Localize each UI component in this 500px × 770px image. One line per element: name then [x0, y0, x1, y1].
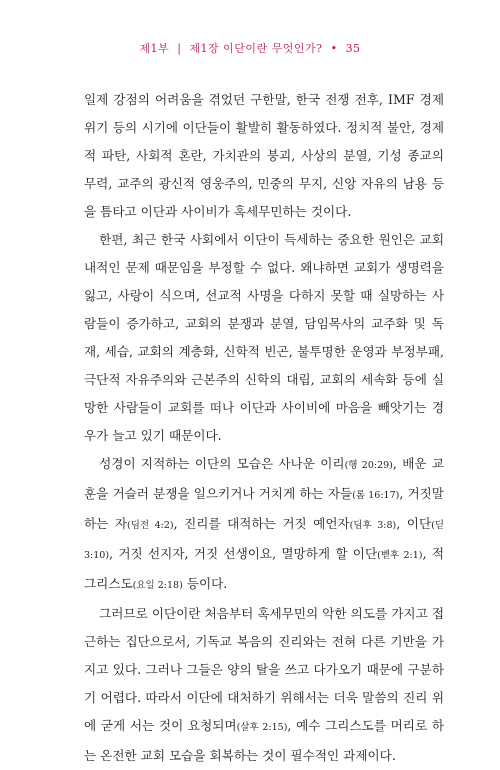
scripture-reference: (딤후 3:8) [349, 520, 397, 531]
header-chapter: 제1장 이단이란 무엇인가? [189, 42, 323, 55]
paragraph-text: , 거짓말 하는 자 [84, 486, 444, 531]
scripture-reference: (롬 16:17) [352, 490, 400, 501]
paragraph-text: 성경이 지적하는 이단의 모습은 사나운 이리 [99, 456, 345, 471]
running-header [0, 40, 500, 56]
scripture-reference: (행 20:29) [344, 460, 393, 471]
paragraph-4 [84, 600, 444, 770]
paragraph-1 [84, 86, 444, 226]
paragraph-text: , 적그리스도 [84, 546, 444, 591]
scripture-reference: (벧후 2:1) [377, 550, 423, 561]
paragraph-text: , 진리를 대적하는 거짓 예언자 [173, 516, 350, 531]
paragraph-text: , 이단 [396, 516, 432, 531]
header-part: 제1부 [139, 42, 170, 55]
paragraph-text: 등이다. [182, 576, 228, 591]
header-bullet: • [330, 42, 338, 55]
page-number: 35 [345, 42, 361, 55]
scripture-reference: (딤전 4:2) [127, 520, 174, 531]
scripture-reference: (딛 3:10) [84, 520, 445, 561]
paragraph-text: , 배운 교훈을 거슬러 분쟁을 일으키거나 거치게 하는 자들 [84, 456, 444, 501]
paragraph-text: , 거짓 선지자, 거짓 선생이요, 멸망하게 할 이단 [109, 546, 378, 561]
scripture-reference: (요일 2:18) [132, 580, 183, 591]
paragraph-text: 그러므로 이단이란 처음부터 혹세무민의 악한 의도를 가지고 접근하는 집단으로서, 기독교 복음의 진리와는 전혀 다른 기반을 가지고 있다. 그러나 그들은 양의 탈을 쓰고 다가오기 때문에 구분하기 어렵다. 따라서 이단에 대처하기 위해서는 더욱 말씀의 진리 위에 굳게 서는 것이 요청되며 [84, 606, 444, 733]
paragraph-3 [84, 450, 444, 600]
header-divider: | [177, 42, 182, 55]
body-text [84, 86, 444, 770]
paragraph-text: 한편, 최근 한국 사회에서 이단이 득세하는 중요한 원인은 교회 내적인 문제 때문임을 부정할 수 없다. 왜냐하면 교회가 생명력을 잃고, 사랑이 식으며, 선교적 사명을 다하지 못할 때 실망하는 사람들이 증가하고, 교회의 분쟁과 분열, 담임목사의 교주화 및 독재, 세습, 교회의 계층화, 신학적 빈곤, 불투명한 운영과 부정부패, 극단적 자유주의와 근본주의 신학의 대립, 교회의 세속화 등에 실망한 사람들이 교회를 떠나 이단과 사이비에 마음을 빼앗기는 경우가 늘고 있기 때문이다. [84, 232, 444, 443]
scripture-reference: (살후 2:15) [236, 722, 288, 733]
paragraph-2 [84, 226, 444, 450]
paragraph-text: 일제 강점의 어려움을 겪었던 구한말, 한국 전쟁 전후, IMF 경제위기 등의 시기에 이단들이 활발히 활동하였다. 정치적 불안, 경제적 파탄, 사회적 혼란, 가치관의 붕괴, 사상의 분열, 기성 종교의 무력, 교주의 광신적 영웅주의, 민중의 무지, 신앙 자유의 남용 등을 틈타고 이단과 사이비가 혹세무민하는 것이다. [84, 92, 444, 219]
paragraph-text: , 예수 그리스도를 머리로 하는 온전한 교회 모습을 회복하는 것이 필수적인 과제이다. [84, 718, 444, 763]
